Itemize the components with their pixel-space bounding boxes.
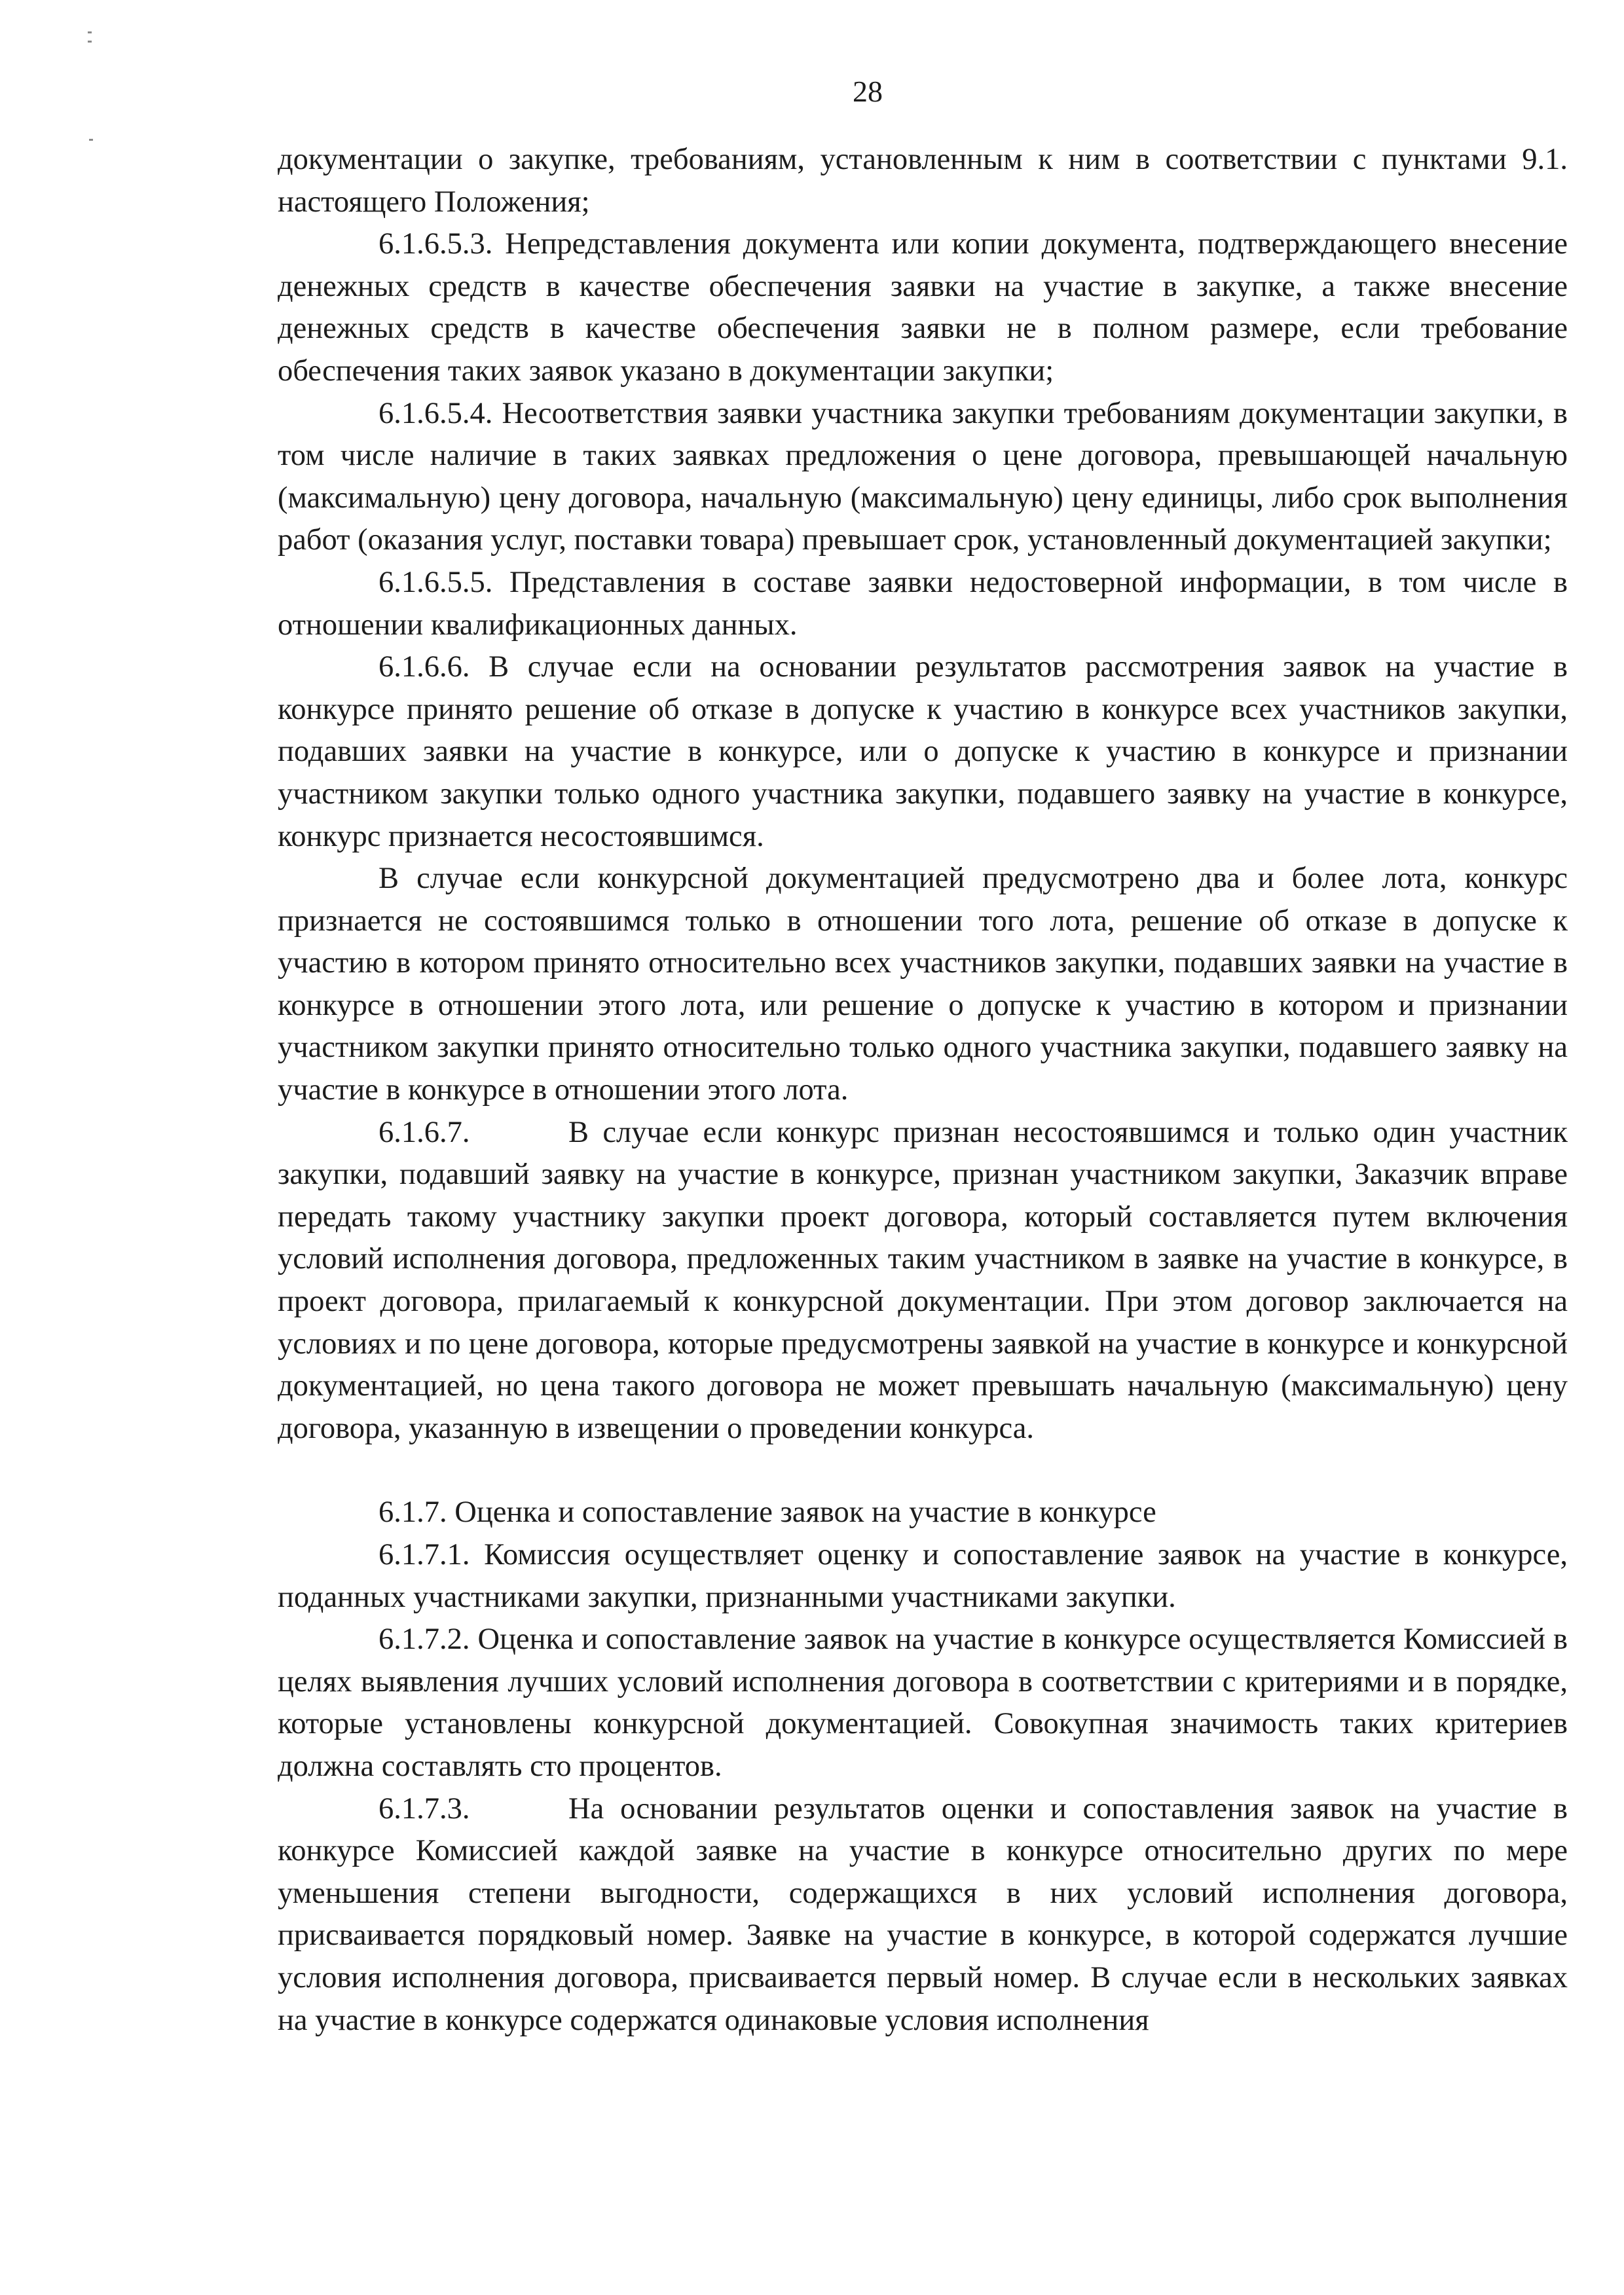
paragraph-6-1-6-7: [278, 1112, 1568, 1450]
clause-text: В случае если конкурс признан несостоявшимся и только один участник закупки, подавший заявку на участие в конкурсе, признан участником закупки, Заказчик вправе передать такому участнику закупки проект договора, который составляется путем включения условий исполнения договора, предложенных таким участником в заявке на участие в конкурсе, в проект договора, прилагаемый к конкурсной документации. При этом договор заключается на условиях и по цене договора, которые предусмотрены заявкой на участие в конкурсе и конкурсной документацией, но цена такого договора не может превышать начальную (максимальную) цену договора, указанную в извещении о проведении конкурса.: [278, 1115, 1568, 1445]
paragraph-6-1-7-2: 6.1.7.2. Оценка и сопоставление заявок на участие в конкурсе осуществляется Комиссией в целях выявления лучших условий исполнения договора в соответствии с критериями и в порядке, которые установлены конкурсной документацией. Совокупная значимость таких критериев должна составлять сто процентов.: [278, 1623, 1568, 1783]
clause-number: 6.1.6.7.: [378, 1115, 470, 1149]
paragraph-continuation: документации о закупке, требованиям, установленным к ним в соответствии с пунктами 9.1. настоящего Положения;: [278, 143, 1568, 219]
paragraph-6-1-7-3: [278, 1788, 1568, 2042]
page-number-text: 28: [853, 75, 883, 108]
scan-speck: [88, 41, 92, 43]
clause-text: На основании результатов оценки и сопоставления заявок на участие в конкурсе Комиссией каждой заявке на участие в конкурсе относительно других по мере уменьшения степени выгодности, содержащихся в них условий исполнения договора, присваивается порядковый номер. Заявке на участие в конкурсе, в которой содержатся лучшие условия исполнения договора, присваивается первый номер. В случае если в нескольких заявках на участие в конкурсе содержатся одинаковые условия исполнения: [278, 1791, 1568, 2037]
paragraph-6-1-6-6: 6.1.6.6. В случае если на основании результатов рассмотрения заявок на участие в конкурсе принято решение об отказе в допуске к участию в конкурсе всех участников закупки, подавших заявки на участие в конкурсе, или о допуске к участию в конкурсе и признании участником закупки только одного участника закупки, подавшего заявку на участие в конкурсе, конкурс признается несостоявшимся.: [278, 650, 1568, 853]
document-body: [278, 139, 1568, 2042]
paragraph-lots: В случае если конкурсной документацией предусмотрено два и более лота, конкурс признается не состоявшимся только в отношении того лота, решение об отказе в допуске к участию в котором принято относительно всех участников закупки, подавших заявки на участие в конкурсе в отношении этого лота, или решение о допуске к участию в котором и признании участником закупки принято относительно только одного участника закупки, подавшего заявку на участие в конкурсе в отношении этого лота.: [278, 862, 1568, 1107]
paragraph-6-1-6-5-3: 6.1.6.5.3. Непредставления документа или копии документа, подтверждающего внесение денежных средств в качестве обеспечения заявки на участие в закупке, а также внесение денежных средств в качестве обеспечения заявки не в полном размере, если требование обеспечения таких заявок указано в документации закупки;: [278, 227, 1568, 388]
section-heading-6-1-7: 6.1.7. Оценка и сопоставление заявок на участие в конкурсе: [378, 1496, 1156, 1530]
paragraph-6-1-6-5-4: 6.1.6.5.4. Несоответствия заявки участника закупки требованиям документации закупки, в том числе наличие в таких заявках предложения о цене договора, превышающей начальную (максимальную) цену договора, начальную (максимальную) цену единицы, либо срок выполнения работ (оказания услуг, поставки товара) превышает срок, установленный документацией закупки;: [278, 396, 1568, 557]
paragraph-6-1-6-5-5: 6.1.6.5.5. Представления в составе заявки недостоверной информации, в том числе в отношении квалификационных данных.: [278, 565, 1568, 642]
page-number: [0, 73, 1624, 110]
scan-speck: [89, 139, 93, 141]
paragraph-6-1-7-1: 6.1.7.1. Комиссия осуществляет оценку и сопоставление заявок на участие в конкурсе, поданных участниками закупки, признанными участниками закупки.: [278, 1538, 1568, 1614]
clause-number: 6.1.7.3.: [378, 1791, 470, 1826]
scan-speck: [88, 31, 92, 33]
